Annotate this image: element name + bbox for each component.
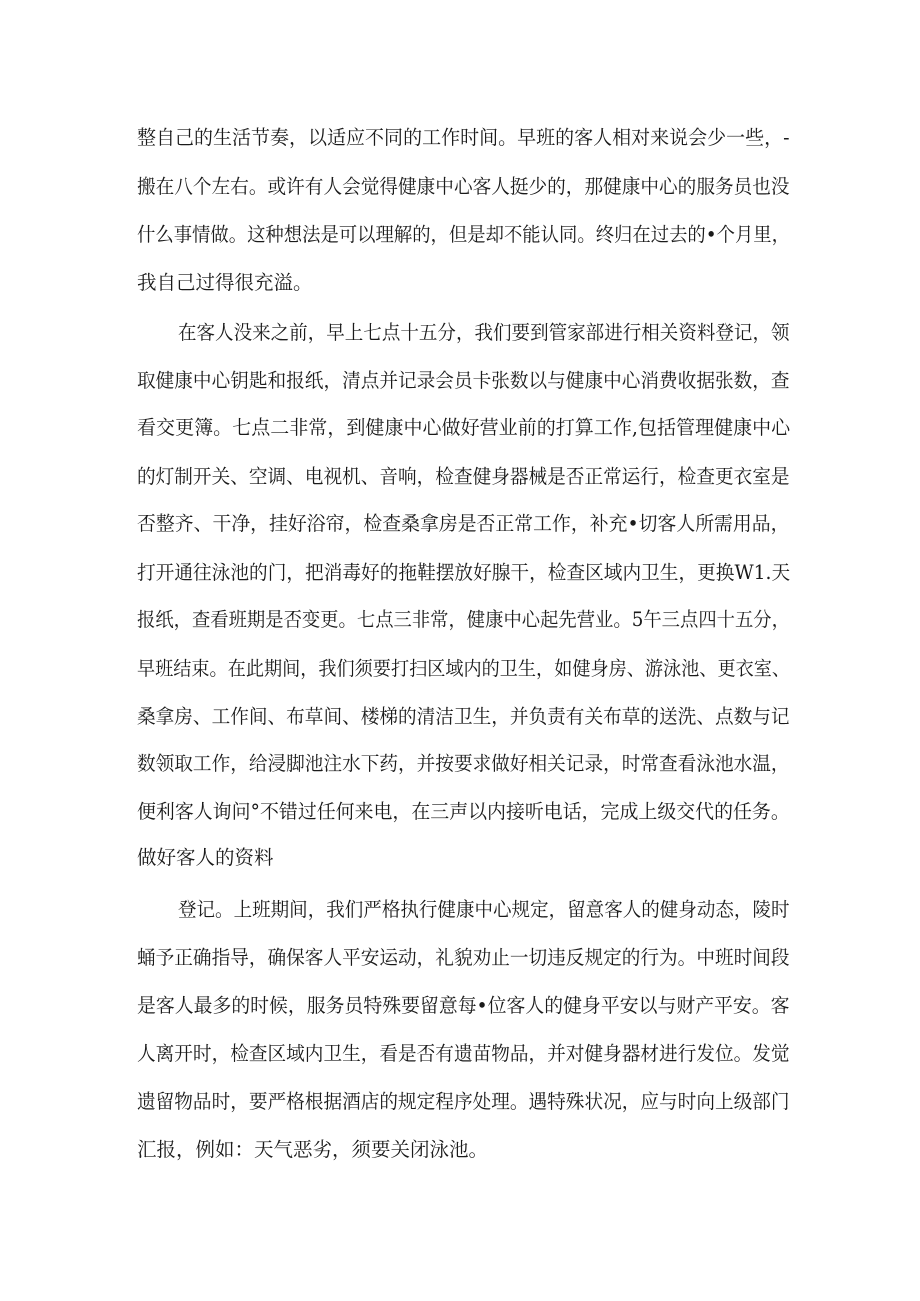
text-line: 搬在八个左右。或许有人会觉得健康中心客人挺少的，那健康中心的服务员也没	[137, 175, 790, 198]
text-line: 人离开时，检查区域内卫生，看是否有遗苗物品，并对健身器材进行发位。发觉	[137, 1042, 790, 1065]
text-line: 遗留物品时，要严格根据酒店的规定程序处理。遇特殊状况，应与时向上级部门	[137, 1090, 790, 1113]
text-line: 早班结束。在此期间，我们须要打扫区域内的卫生，如健身房、游泳池、更衣室、	[137, 657, 791, 680]
text-line: 登记。上班期间，我们严格执行健康中心规定，留意客人的健身动态，陵时	[178, 898, 790, 921]
text-line: 汇报，例如：天气恶劣，须要关闭泳池。	[137, 1138, 489, 1161]
text-line: 蛹予正确指导，确保客人平安运动，礼貌劝止一切违反规定的行为。中班时间段	[137, 946, 790, 969]
text-line: 我自己过得很充溢。	[137, 271, 313, 294]
text-line: 是客人最多的时候，服务员特殊要留意每•位客人的健身平安以与财产平安。客	[137, 994, 790, 1017]
text-line: 便利客人询问°不错过任何来电，在三声以内接听电话，完成上级交代的任务。	[137, 800, 790, 823]
text-line: 报纸，查看班期是否变更。七点三非常，健康中心起先营业。5午三点四十五分，	[137, 608, 790, 631]
text-line: 数领取工作，给浸脚池注水下药，并按要求做好相关记录，时常查看泳池水温，	[137, 752, 790, 775]
text-line: 整自己的生活节奏，以适应不同的工作时间。早班的客人相对来说会少一些，-	[137, 126, 790, 149]
text-line: 否整齐、干净，挂好浴帘，检查桑拿房是否正常工作，补充•切客人所需用品，	[137, 512, 790, 535]
text-line: 做好客人的资料	[137, 846, 274, 869]
text-line: 看交更簿。七点二非常，到健康中心做好营业前的打算工作,包括管理健康中心	[137, 416, 791, 439]
text-line: 什么事情做。这种想法是可以理解的，但是却不能认同。终归在过去的•个月里，	[137, 223, 790, 246]
text-line: 的灯制开关、空调、电视机、音响，检查健身器械是否正常运行，检查更衣室是	[137, 465, 790, 488]
text-line: 在客人没来之前，早上七点十五分，我们要到管家部进行相关资料登记，领	[178, 321, 790, 344]
text-line: 取健康中心钥匙和报纸，清点并记录会员卡张数以与健康中心消费收据张数，查	[137, 369, 790, 392]
text-line: 桑拿房、工作间、布草间、楼梯的清洁卫生，并负责有关布草的送洗、点数与记	[137, 705, 790, 728]
text-line: 打开通往泳池的门，把消毒好的拖鞋摆放好腺干，检查区域内卫生，更换W1.天	[137, 561, 791, 584]
